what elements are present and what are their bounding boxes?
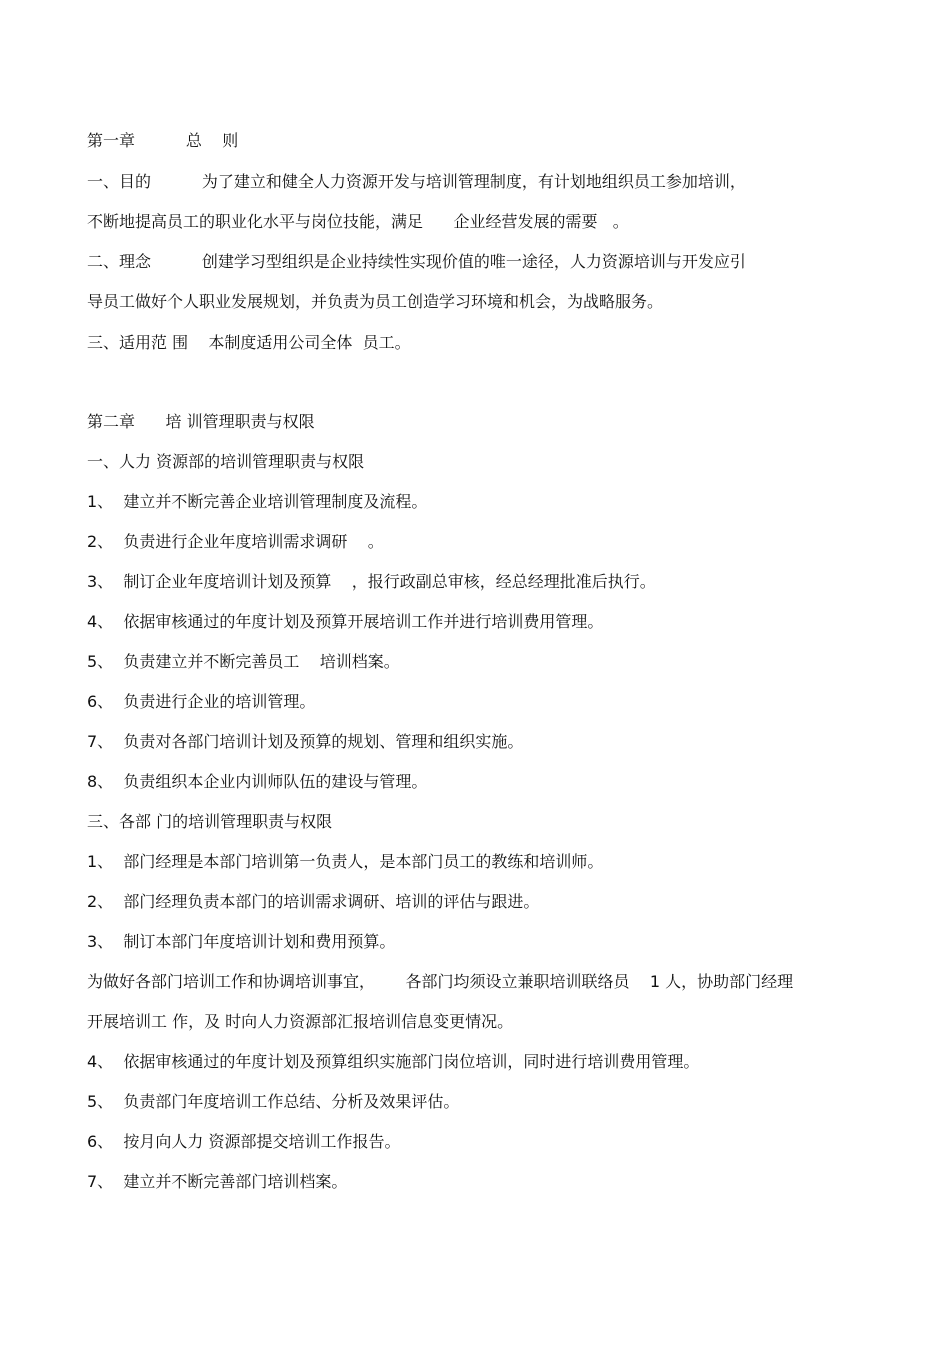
hr-section-heading: 一、人力 资源部的培训管理职责与权限 — [87, 452, 365, 471]
list-item: 3、 制订本部门年度培训计划和费用预算。 — [87, 932, 396, 951]
list-item: 7、 负责对各部门培训计划及预算的规划、管理和组织实施。 — [87, 732, 524, 751]
list-item: 6、 负责进行企业的培训管理。 — [87, 692, 316, 711]
liaison-line-2: 开展培训工 作，及 时向人力资源部汇报培训信息变更情况。 — [87, 1012, 514, 1031]
list-item: 7、 建立并不断完善部门培训档案。 — [87, 1172, 348, 1191]
liaison-line-1: 为做好各部门培训工作和协调培训事宜， 各部门均须设立兼职培训联络员 1 人，协助部门经理 — [87, 972, 794, 991]
philosophy-line-2: 导员工做好个人职业发展规划，并负责为员工创造学习环境和机会，为战略服务。 — [87, 292, 664, 311]
scope-line: 三、适用范 围 本制度适用公司全体 员工。 — [87, 333, 411, 352]
chapter1-heading: 第一章 总 则 — [87, 131, 239, 150]
list-item: 1、 建立并不断完善企业培训管理制度及流程。 — [87, 492, 428, 511]
chapter2-heading: 第二章 培 训管理职责与权限 — [87, 412, 315, 431]
list-item: 5、 负责部门年度培训工作总结、分析及效果评估。 — [87, 1092, 460, 1111]
list-item: 8、 负责组织本企业内训师队伍的建设与管理。 — [87, 772, 428, 791]
list-item: 5、 负责建立并不断完善员工 培训档案。 — [87, 652, 400, 671]
list-item: 1、 部门经理是本部门培训第一负责人，是本部门员工的教练和培训师。 — [87, 852, 604, 871]
list-item: 2、 负责进行企业年度培训需求调研 。 — [87, 532, 384, 551]
dept-section-heading: 三、各部 门的培训管理职责与权限 — [87, 812, 333, 831]
list-item: 4、 依据审核通过的年度计划及预算开展培训工作并进行培训费用管理。 — [87, 612, 604, 631]
philosophy-line-1: 二、理念 创建学习型组织是企业持续性实现价值的唯一途径，人力资源培训与开发应引 — [87, 252, 746, 271]
list-item: 6、 按月向人力 资源部提交培训工作报告。 — [87, 1132, 401, 1151]
list-item: 3、 制订企业年度培训计划及预算 ，报行政副总审核，经总经理批准后执行。 — [87, 572, 656, 591]
purpose-line-1: 一、目的 为了建立和健全人力资源开发与培训管理制度，有计划地组织员工参加培训， — [87, 172, 746, 191]
purpose-line-2: 不断地提高员工的职业化水平与岗位技能，满足 企业经营发展的需要 。 — [87, 212, 629, 231]
list-item: 2、 部门经理负责本部门的培训需求调研、培训的评估与跟进。 — [87, 892, 540, 911]
list-item: 4、 依据审核通过的年度计划及预算组织实施部门岗位培训，同时进行培训费用管理。 — [87, 1052, 700, 1071]
